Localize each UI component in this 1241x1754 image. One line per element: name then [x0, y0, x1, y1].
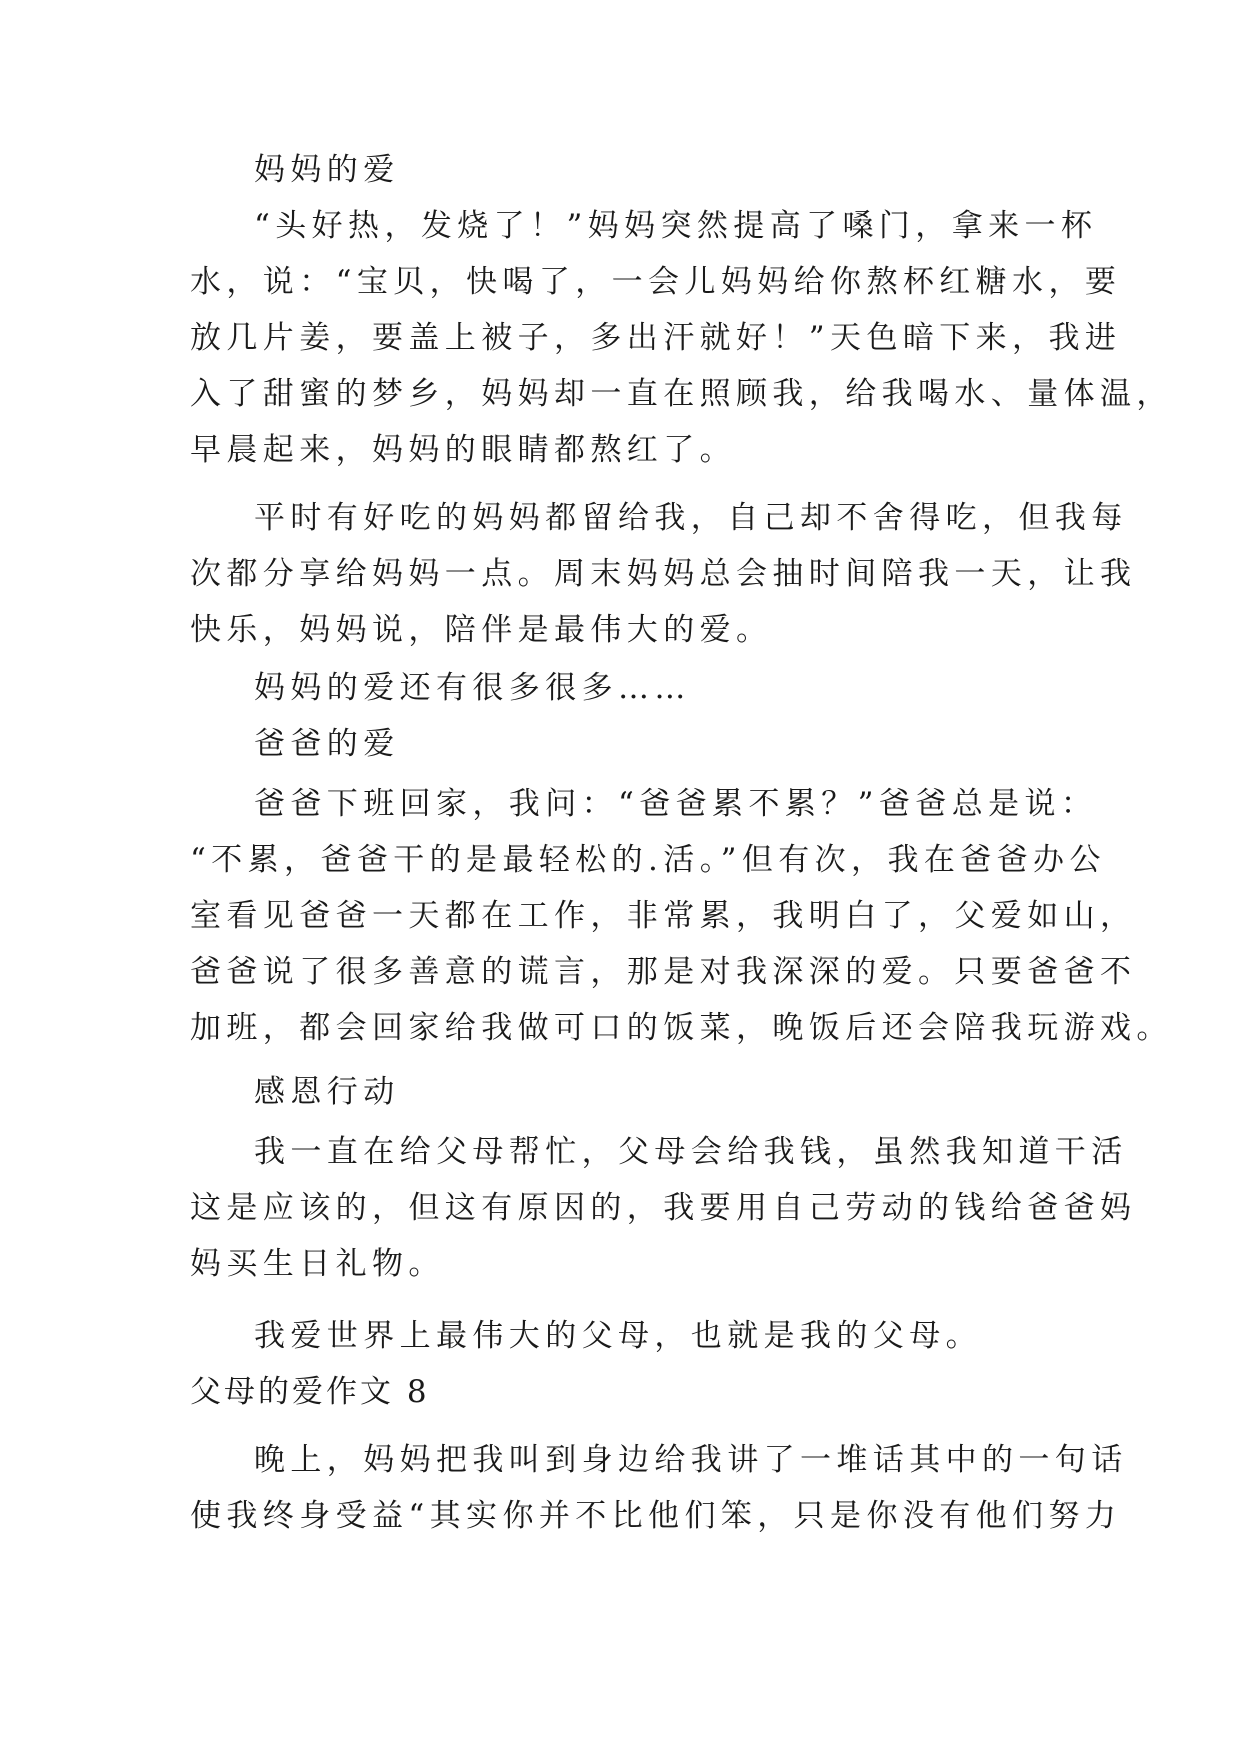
paragraph-line: “头好热，发烧了！”妈妈突然提高了嗓门，拿来一杯 — [254, 208, 1098, 244]
paragraph-line: 入了甜蜜的梦乡，妈妈却一直在照顾我，给我喝水、量体温， — [190, 376, 1173, 412]
paragraph-line: 室看见爸爸一天都在工作，非常累，我明白了，父爱如山， — [190, 898, 1137, 934]
section-heading-gratitude: 感恩行动 — [254, 1074, 400, 1110]
paragraph-line: 这是应该的，但这有原因的，我要用自己劳动的钱给爸爸妈 — [190, 1190, 1137, 1226]
paragraph-line: 妈妈的爱还有很多很多…… — [254, 670, 691, 706]
paragraph-line: 加班，都会回家给我做可口的饭菜，晚饭后还会陪我玩游戏。 — [190, 1010, 1173, 1046]
paragraph-line: 水，说：“宝贝，快喝了，一会儿妈妈给你熬杯红糖水，要 — [190, 264, 1122, 300]
paragraph-line: 使我终身受益“其实你并不比他们笨，只是你没有他们努力 — [190, 1498, 1122, 1534]
paragraph-line: 平时有好吃的妈妈都留给我，自己却不舍得吃，但我每 — [254, 500, 1128, 536]
section-heading-mother-love: 妈妈的爱 — [254, 152, 400, 188]
essay-title: 父母的爱作文 8 — [190, 1374, 430, 1410]
section-heading-father-love: 爸爸的爱 — [254, 726, 400, 762]
paragraph-line: 爸爸说了很多善意的谎言，那是对我深深的爱。只要爸爸不 — [190, 954, 1137, 990]
paragraph-line: 我爱世界上最伟大的父母，也就是我的父母。 — [254, 1318, 982, 1354]
paragraph-line: 我一直在给父母帮忙，父母会给我钱，虽然我知道干活 — [254, 1134, 1128, 1170]
paragraph-line: 次都分享给妈妈一点。周末妈妈总会抽时间陪我一天，让我 — [190, 556, 1137, 592]
paragraph-line: 爸爸下班回家，我问：“爸爸累不累？”爸爸总是说： — [254, 786, 1098, 822]
paragraph-line: 妈买生日礼物。 — [190, 1246, 445, 1282]
paragraph-line: 早晨起来，妈妈的眼睛都熬红了。 — [190, 432, 736, 468]
paragraph-line: 晚上，妈妈把我叫到身边给我讲了一堆话其中的一句话 — [254, 1442, 1128, 1478]
paragraph-line: 快乐，妈妈说，陪伴是最伟大的爱。 — [190, 612, 773, 648]
paragraph-line: 放几片姜，要盖上被子，多出汗就好！”天色暗下来，我进 — [190, 320, 1122, 356]
paragraph-line: “不累，爸爸干的是最轻松的.活。”但有次，我在爸爸办公 — [190, 842, 1106, 878]
